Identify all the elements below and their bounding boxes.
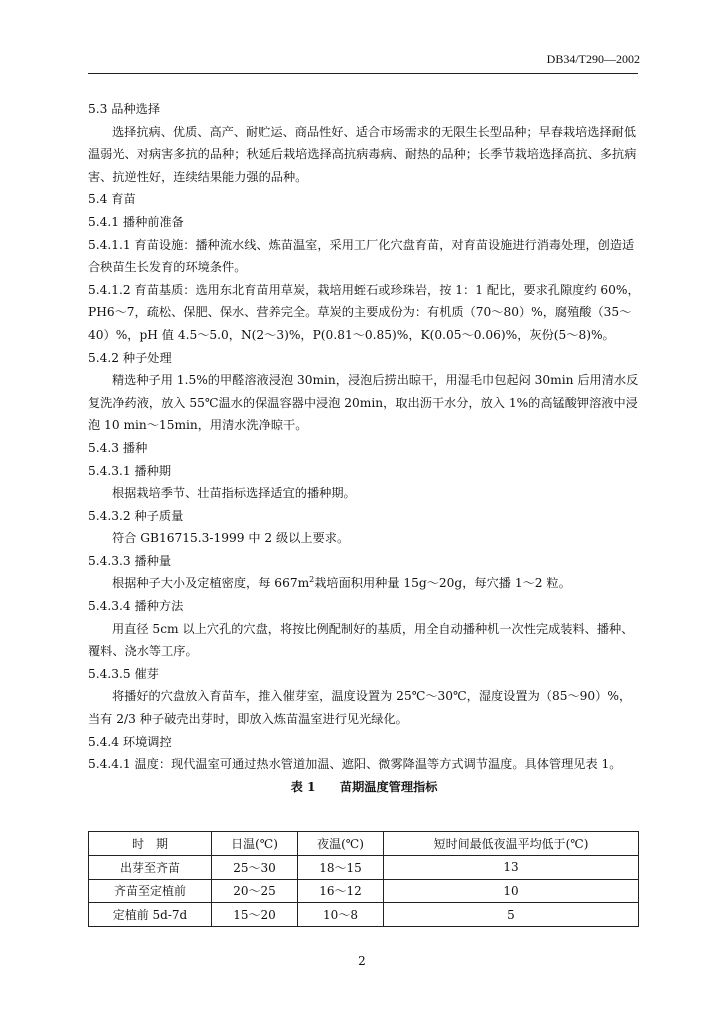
section-title: 5.4.3.2 种子质量	[88, 508, 184, 523]
table-cell: 15～20	[212, 903, 298, 927]
paragraph: 5.4.1.1 育苗设施：播种流水线、炼苗温室，采用工厂化穴盘育苗，对育苗设施进行消毒处理，创造适合秧苗生长发育的环境条件。	[88, 237, 635, 275]
page-number: 2	[358, 954, 366, 968]
paragraph	[88, 572, 640, 595]
temperature-table	[88, 831, 639, 927]
table-caption: 表 1 苗期温度管理指标	[290, 779, 438, 794]
table-header-row	[89, 832, 639, 856]
table-cell: 10～8	[298, 903, 384, 927]
section-title: 5.4.3 播种	[88, 440, 148, 455]
table-cell: 16～12	[298, 879, 384, 903]
table-row	[89, 879, 639, 903]
header-rule	[88, 73, 638, 74]
section-title: 5.4 育苗	[88, 192, 136, 207]
table-row	[89, 903, 639, 927]
document-body	[88, 98, 640, 798]
table-cell: 20～25	[212, 879, 298, 903]
table-cell: 齐苗至定植前	[89, 879, 212, 903]
table-cell: 出芽至齐苗	[89, 855, 212, 879]
section-title: 5.4.3.3 播种量	[88, 553, 172, 568]
section-title: 5.4.3.4 播种方法	[88, 599, 184, 614]
section-title: 5.3 品种选择	[88, 102, 161, 116]
doc-code: DB34/T290—2002	[546, 52, 640, 66]
text-run: 栽培面积用种量 15g～20g，每穴播 1～2 粒。	[314, 576, 571, 591]
superscript: 2	[309, 575, 315, 585]
section-title: 5.4.3.5 催芽	[88, 666, 159, 681]
paragraph: 5.4.1.2 育苗基质：选用东北育苗用草炭，栽培用蛭石或珍珠岩，按 1：1 配比，要求孔隙度约 60%，PH6～7，疏松、保肥、保水、营养完全。草炭的主要成份为：有机质（70～80）%，腐殖酸（35～40）%，pH 值 4.5～5.0，N(2～3)%，P(0.81～0.85)%，K(0.05～0.06)%，灰份(5～8)%。	[88, 282, 640, 342]
table-row	[89, 855, 639, 879]
section-title: 5.4.2 种子处理	[88, 350, 172, 365]
section-title: 5.4.1 播种前准备	[88, 214, 184, 229]
table-cell: 13	[384, 855, 639, 879]
table-cell: 定植前 5d-7d	[89, 903, 212, 927]
paragraph: 将播好的穴盘放入育苗车，推入催芽室，温度设置为 25℃～30℃，湿度设置为（85～90）%，当有 2/3 种子破壳出芽时，即放入炼苗温室进行见光绿化。	[88, 689, 632, 727]
table-header: 日温(℃)	[212, 832, 298, 856]
paragraph: 选择抗病、优质、高产、耐贮运、商品性好、适合市场需求的无限生长型品种；早春栽培选择耐低温弱光、对病害多抗的品种；秋延后栽培选择高抗病毒病、耐热的品种；长季节栽培选择高抗、多抗病害、抗逆性好，连续结果能力强的品种。	[88, 124, 637, 184]
section-title: 5.4.3.1 播种期	[88, 463, 172, 478]
section-title: 5.4.4 环境调控	[88, 734, 172, 749]
table-header: 时 期	[89, 832, 212, 856]
paragraph: 用直径 5cm 以上穴孔的穴盘，将按比例配制好的基质，用全自动播种机一次性完成装料、播种、覆料、浇水等工序。	[88, 621, 634, 659]
table-header: 短时间最低夜温平均低于(℃)	[384, 832, 639, 856]
table-cell: 18～15	[298, 855, 384, 879]
paragraph: 符合 GB16715.3-1999 中 2 级以上要求。	[112, 531, 350, 546]
table-header: 夜温(℃)	[298, 832, 384, 856]
table-cell: 25～30	[212, 855, 298, 879]
table-cell: 10	[384, 879, 639, 903]
paragraph: 5.4.4.1 温度：现代温室可通过热水管道加温、遮阳、微雾降温等方式调节温度。具体管理见表 1。	[88, 757, 622, 772]
paragraph: 精选种子用 1.5%的甲醛溶液浸泡 30min，浸泡后捞出晾干，用湿毛巾包起闷 30min 后用清水反复洗净药液，放入 55℃温水的保温容器中浸泡 20min，取出沥干水分，放入 1%的高锰酸钾溶液中浸泡 10 min～15min，用清水洗净晾干。	[88, 373, 639, 433]
paragraph: 根据栽培季节、壮苗指标选择适宜的播种期。	[112, 486, 356, 501]
table-cell: 5	[384, 903, 639, 927]
text-run: 根据种子大小及定植密度，每 667m	[112, 576, 310, 591]
